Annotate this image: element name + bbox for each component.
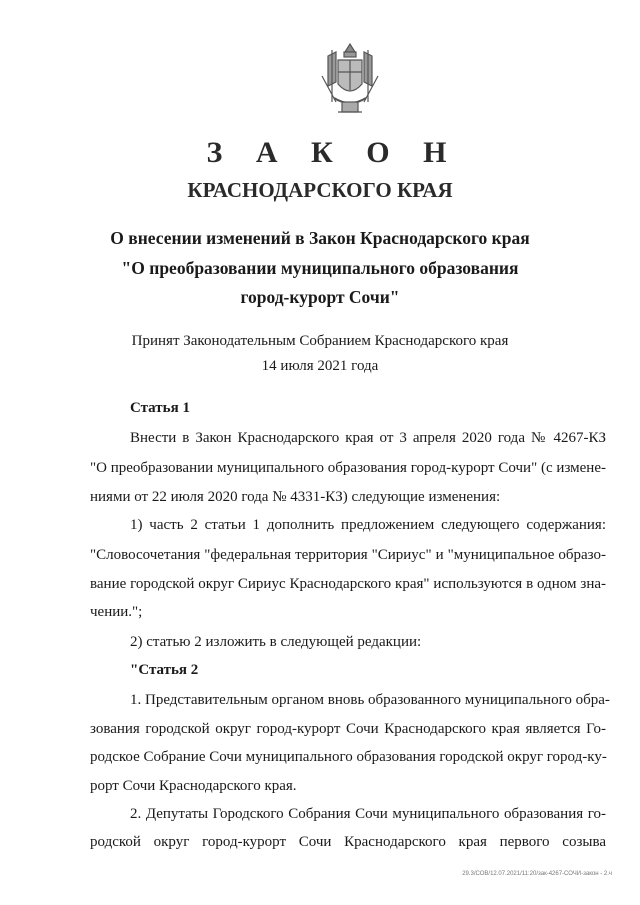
law-heading-line: город-курорт Сочи" [240, 287, 400, 307]
body-line: ниями от 22 июля 2020 года № 4331-КЗ) следующие изменения: [90, 489, 501, 505]
adopted-date: 14 июля 2021 года [261, 358, 379, 374]
body-line: "Словосочетания "федеральная территория "Сириус" и "муниципальное образо- [90, 547, 606, 563]
body-line: вание городской округ Сириус Краснодарского края" используются в одном зна- [90, 576, 606, 592]
body-line: 2) статью 2 изложить в следующей редакции: [130, 634, 422, 650]
body-line: рорт Сочи Краснодарского края. [90, 778, 297, 794]
body-line: 1. Представительным органом вновь образованного муниципального обра- [130, 692, 610, 708]
krasnodar-coat-of-arms-emblem [318, 42, 382, 120]
article-2-title: "Статья 2 [130, 662, 199, 678]
law-heading-line: "О преобразовании муниципального образования [121, 258, 519, 278]
adopted-by: Принят Законодательным Собранием Краснодарского края [131, 333, 509, 349]
document-footer-code: 29.3/СОВ/12.07.2021/11:20/зак-4267-СОЧИ-закон - 2.ч [462, 871, 612, 877]
law-heading-line: О внесении изменений в Закон Краснодарского края [110, 228, 530, 248]
body-line: чении."; [90, 604, 143, 620]
body-line: родское Собрание Сочи муниципального образования городской округ город-ку- [90, 749, 607, 765]
document-title: З А К О Н [206, 136, 460, 169]
body-line: 1) часть 2 статьи 1 дополнить предложением следующего содержания: [130, 517, 606, 533]
body-line: 2. Депутаты Городского Собрания Сочи муниципального образования го- [130, 806, 606, 822]
body-line: родской округ город-курорт Сочи Краснодарского края первого созыва [90, 834, 606, 850]
article-1-title: Статья 1 [130, 400, 190, 416]
body-line: зования городской округ город-курорт Сочи Краснодарского края является Го- [90, 721, 606, 737]
body-line: Внести в Закон Краснодарского края от 3 апреля 2020 года № 4267-КЗ [130, 430, 606, 446]
document-subtitle: КРАСНОДАРСКОГО КРАЯ [187, 178, 453, 202]
body-line: "О преобразовании муниципального образования город-курорт Сочи" (с измене- [90, 460, 606, 476]
